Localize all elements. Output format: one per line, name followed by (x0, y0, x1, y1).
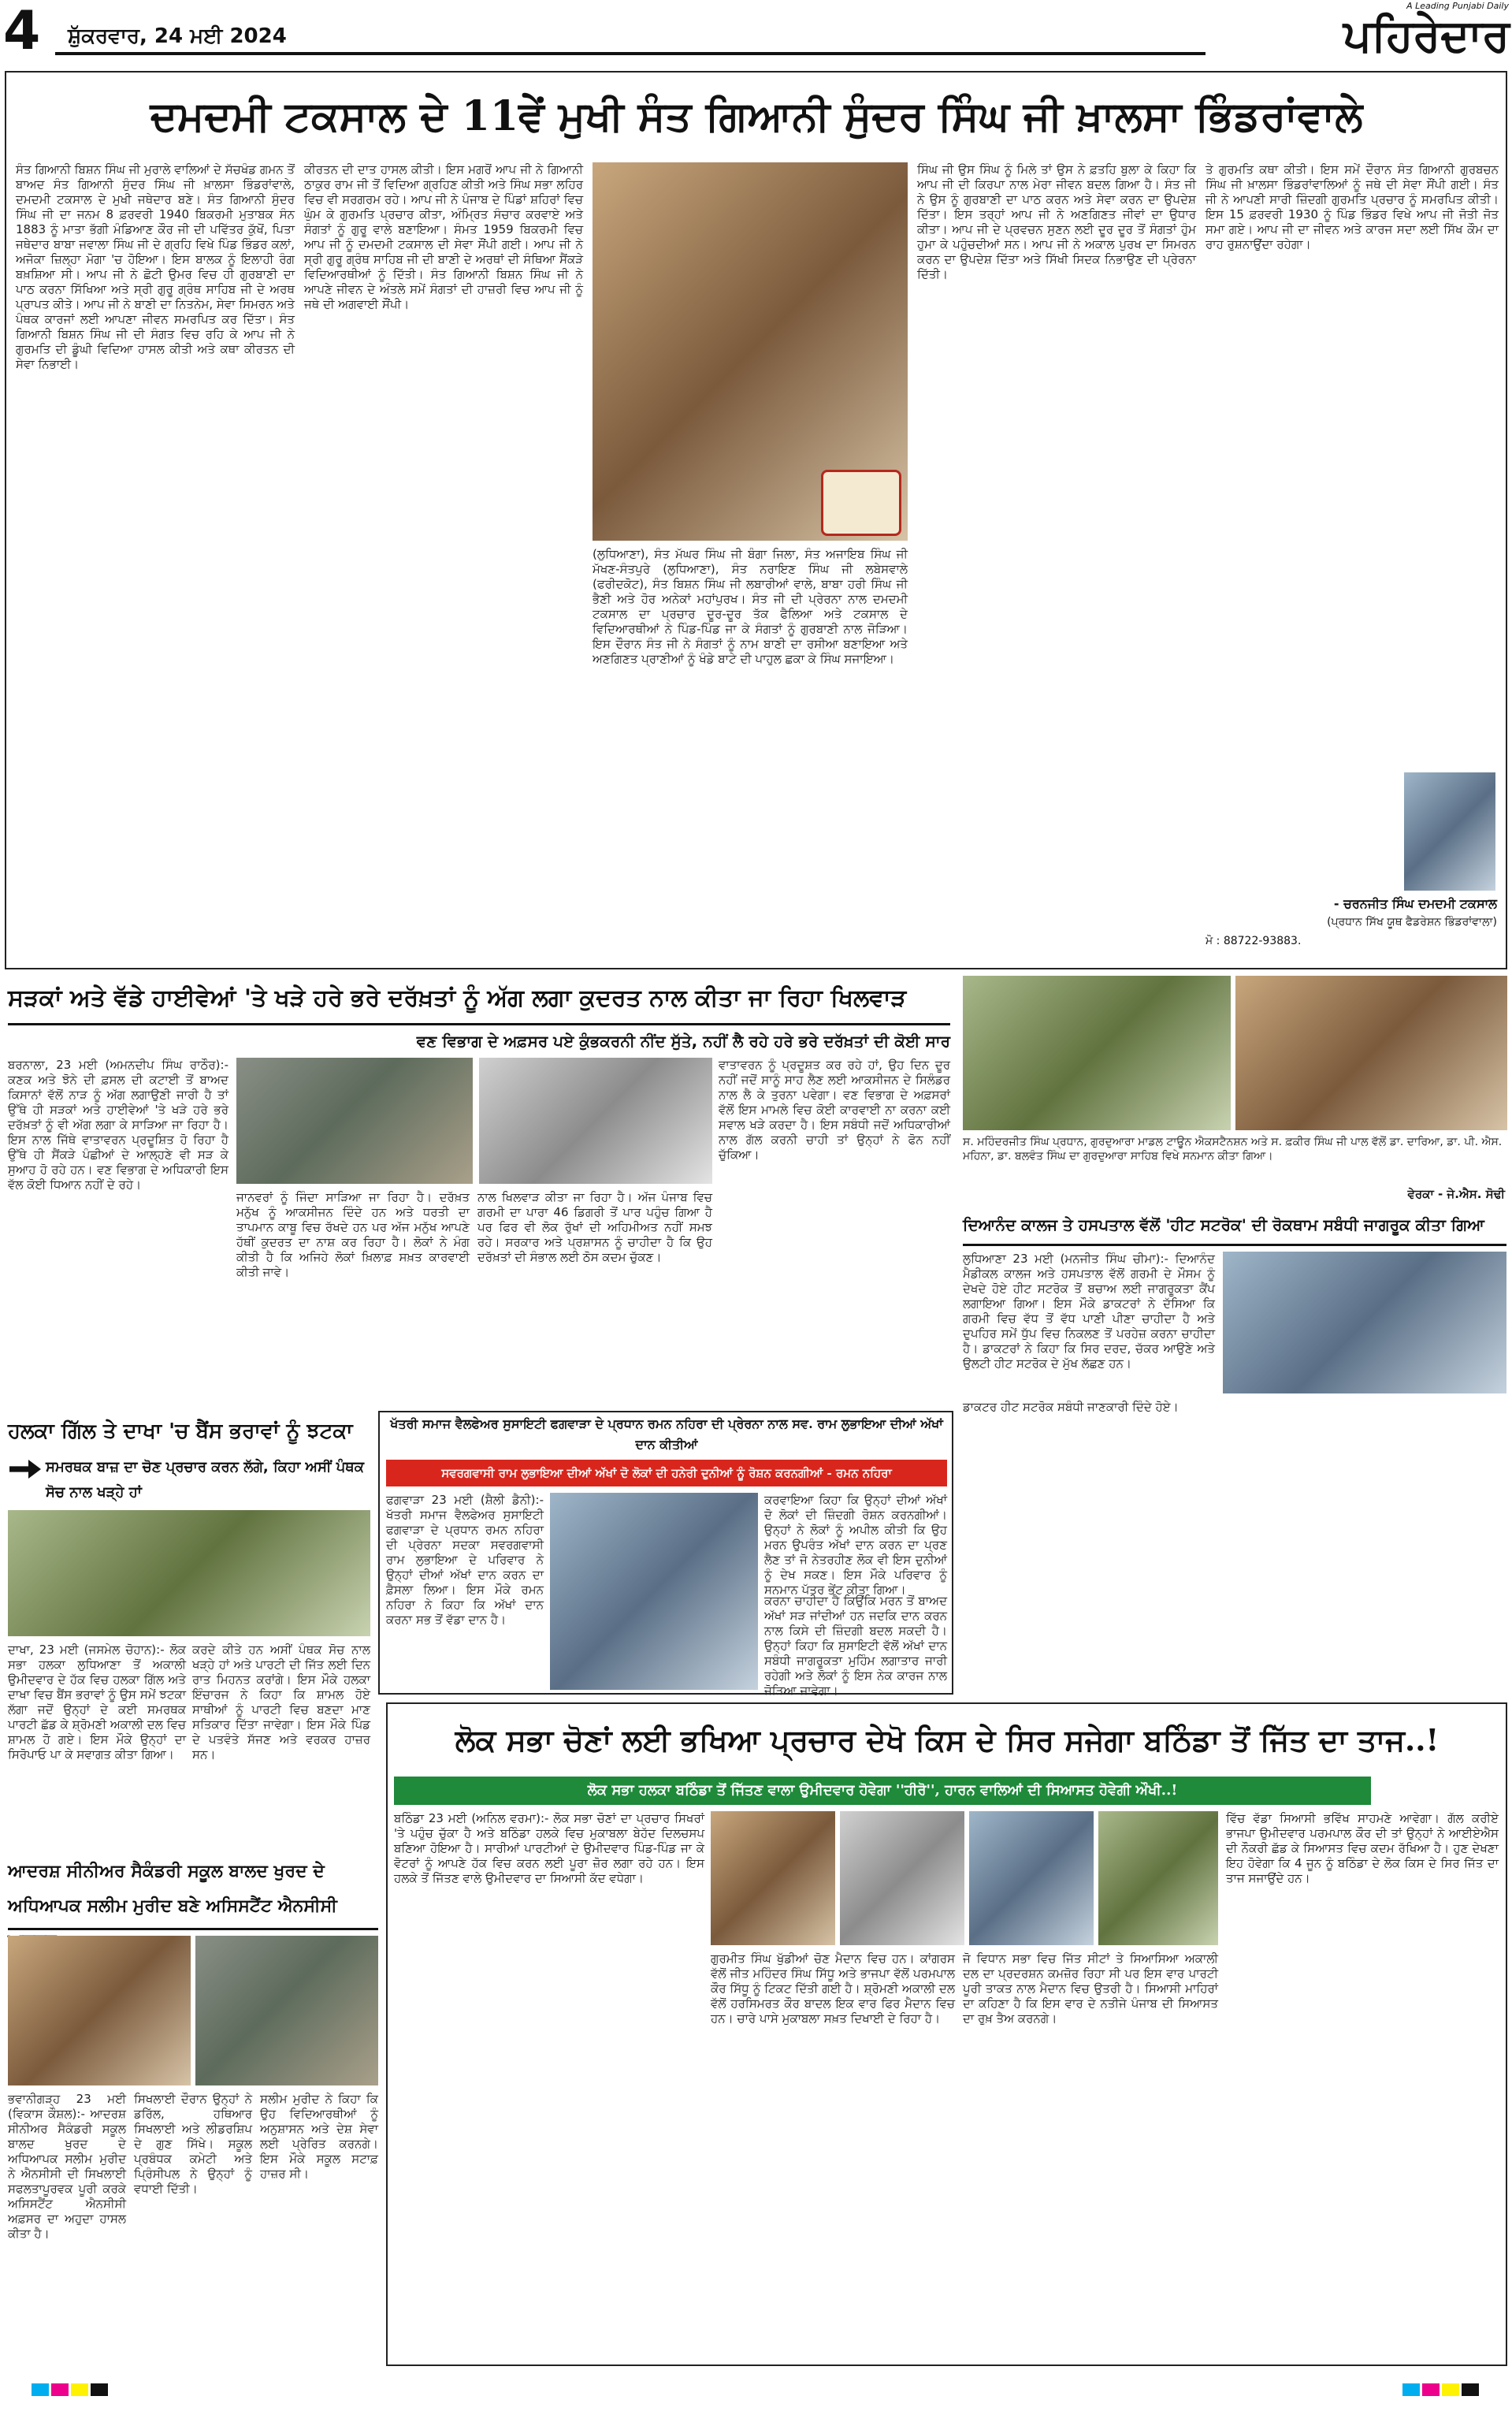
election-col-3: ਜੋ ਵਿਧਾਨ ਸਭਾ ਵਿਚ ਜਿੱਤ ਸੀਟਾਂ ਤੇ ਸਿਆਸਿਆ ਅਕਾਲੀ ਦਲ ਦਾ ਪ੍ਰਦਰਸ਼ਨ ਕਮਜ਼ੋਰ ਰਿਹਾ ਸੀ ਪਰ ਇਸ ਵਾਰ ਪਾਰਟੀ ਪੂਰੀ ਤਾਕਤ ਨਾਲ ਮੈਦਾਨ ਵਿਚ ਉਤਰੀ ਹੈ। ਸਿਆਸੀ ਮਾਹਿਰਾਂ ਦਾ ਕਹਿਣਾ ਹੈ ਕਿ ਇਸ ਵਾਰ ਦੇ ਨਤੀਜੇ ਪੰਜਾਬ ਦੀ ਸਿਆਸਤ ਦਾ ਰੁਖ਼ ਤੈਅ ਕਰਨਗੇ। (963, 1951, 1218, 2026)
honor-caption: ਸ. ਮਹਿੰਦਰਜੀਤ ਸਿੰਘ ਪ੍ਰਧਾਨ, ਗੁਰਦੁਆਰਾ ਮਾਡਲ ਟਾਊਨ ਐਕਸਟੈਨਸ਼ਨ ਅਤੇ ਸ. ਫ਼ਕੀਰ ਸਿੰਘ ਜੀ ਪਾਲ ਵੱਲੋਂ ਡਾ. ਦਾਰਿਆ, ਡਾ. ਪੀ. ਐਸ. ਮਹਿਨਾ, ਡਾ. ਬਲਵੰਤ ਸਿੰਘ ਦਾ ਗੁਰਦੁਆਰਾ ਸਾਹਿਬ ਵਿਖੇ ਸਨਮਾਨ ਕੀਤਾ ਗਿਆ। (963, 1136, 1503, 1163)
election-banner: ਲੋਕ ਸਭਾ ਹਲਕਾ ਬਠਿੰਡਾ ਤੋਂ ਜਿੱਤਣ ਵਾਲਾ ਉਮੀਦਵਾਰ ਹੋਵੇਗਾ ''ਹੀਰੋ'', ਹਾਰਨ ਵਾਲਿਆਂ ਦੀ ਸਿਆਸਤ ਹੋਵੇਗੀ ਔਖੀ..! (394, 1777, 1371, 1805)
masthead (0, 0, 1512, 65)
color-registration-strip (32, 2383, 1481, 2402)
election-headline: ਲੋਕ ਸਭਾ ਚੋਣਾਂ ਲਈ ਭਖਿਆ ਪ੍ਰਚਾਰ ਦੇਖੋ ਕਿਸ ਦੇ ਸਿਰ ਸਜੇਗਾ ਬਠਿੰਡਾ ਤੋਂ ਜਿੱਤ ਦਾ ਤਾਜ..! (455, 1722, 1440, 1758)
author-phone: ਮੋ : 88722-93883. (1206, 935, 1302, 947)
eyes-photo (550, 1493, 758, 1690)
masthead-date: ਸ਼ੁੱਕਰਵਾਰ, 24 ਮਈ 2024 (68, 24, 287, 48)
eyes-col-1: ਫਗਵਾੜਾ 23 ਮਈ (ਸ਼ੈਲੀ ਡੈਨੀ):- ਖੱਤਰੀ ਸਮਾਜ ਵੈਲਫੇਅਰ ਸੁਸਾਇਟੀ ਫਗਵਾੜਾ ਦੇ ਪ੍ਰਧਾਨ ਰਮਨ ਨਹਿਰਾ ਦੀ ਪ੍ਰੇਰਨਾ ਸਦਕਾ ਸਵਰਗਵਾਸੀ ਰਾਮ ਲੁਭਾਇਆ ਦੇ ਪਰਿਵਾਰ ਨੇ ਉਨ੍ਹਾਂ ਦੀਆਂ ਅੱਖਾਂ ਦਾਨ ਕਰਨ ਦਾ ਫ਼ੈਸਲਾ ਲਿਆ। ਇਸ ਮੌਕੇ ਰਮਨ ਨਹਿਰਾ ਨੇ ਕਿਹਾ ਕਿ ਅੱਖਾਂ ਦਾਨ ਕਰਨਾ ਸਭ ਤੋਂ ਵੱਡਾ ਦਾਨ ਹੈ। (386, 1493, 544, 1627)
election-col-1: ਬਠਿੰਡਾ 23 ਮਈ (ਅਨਿਲ ਵਰਮਾ):- ਲੋਕ ਸਭਾ ਚੋਣਾਂ ਦਾ ਪ੍ਰਚਾਰ ਸਿਖਰਾਂ 'ਤੇ ਪਹੁੰਚ ਚੁੱਕਾ ਹੈ ਅਤੇ ਬਠਿੰਡਾ ਹਲਕੇ ਵਿਚ ਮੁਕਾਬਲਾ ਬੇਹੱਦ ਦਿਲਚਸਪ ਬਣਿਆ ਹੋਇਆ ਹੈ। ਸਾਰੀਆਂ ਪਾਰਟੀਆਂ ਦੇ ਉਮੀਦਵਾਰ ਪਿੰਡ-ਪਿੰਡ ਜਾ ਕੇ ਵੋਟਰਾਂ ਨੂੰ ਆਪਣੇ ਹੱਕ ਵਿਚ ਕਰਨ ਲਈ ਪੂਰਾ ਜ਼ੋਰ ਲਗਾ ਰਹੇ ਹਨ। ਇਸ ਹਲਕੇ ਤੋਂ ਜਿੱਤਣ ਵਾਲੇ ਉਮੀਦਵਾਰ ਦਾ ਸਿਆਸੀ ਕੱਦ ਵਧੇਗਾ। (394, 1811, 704, 1885)
lead-col-2: ਕੀਰਤਨ ਦੀ ਦਾਤ ਹਾਸਲ ਕੀਤੀ। ਇਸ ਮਗਰੋਂ ਆਪ ਜੀ ਨੇ ਗਿਆਨੀ ਠਾਕੁਰ ਰਾਮ ਜੀ ਤੋਂ ਵਿਦਿਆ ਗ੍ਰਹਿਣ ਕੀਤੀ ਅਤੇ ਸਿੰਘ ਸਭਾ ਲਹਿਰ ਵਿਚ ਵੀ ਸਰਗਰਮ ਰਹੇ। ਆਪ ਜੀ ਨੇ ਪੰਜਾਬ ਦੇ ਪਿੰਡਾਂ ਸ਼ਹਿਰਾਂ ਵਿਚ ਘੁੰਮ ਕੇ ਗੁਰਮਤਿ ਪ੍ਰਚਾਰ ਕੀਤਾ, ਅੰਮ੍ਰਿਤ ਸੰਚਾਰ ਕਰਵਾਏ ਅਤੇ ਸੰਗਤਾਂ ਨੂੰ ਗੁਰੂ ਵਾਲੇ ਬਣਾਇਆ। ਸੰਮਤ 1959 ਬਿਕਰਮੀ ਵਿਚ ਆਪ ਜੀ ਨੂੰ ਦਮਦਮੀ ਟਕਸਾਲ ਦੀ ਸੇਵਾ ਸੌਂਪੀ ਗਈ। ਆਪ ਜੀ ਨੇ ਸ੍ਰੀ ਗੁਰੂ ਗ੍ਰੰਥ ਸਾਹਿਬ ਜੀ ਦੀ ਬਾਣੀ ਦੇ ਅਰਥਾਂ ਦੀ ਸੰਥਿਆ ਸੈਂਕੜੇ ਵਿਦਿਆਰਥੀਆਂ ਨੂੰ ਦਿੱਤੀ। ਸੰਤ ਗਿਆਨੀ ਬਿਸ਼ਨ ਸਿੰਘ ਜੀ ਨੇ ਆਪਣੇ ਜੀਵਨ ਦੇ ਅੰਤਲੇ ਸਮੇਂ ਸੰਗਤਾਂ ਦੀ ਹਾਜ਼ਰੀ ਵਿਚ ਆਪ ਜੀ ਨੂੰ ਜਥੇ ਦੀ ਅਗਵਾਈ ਸੌਂਪੀ। (304, 162, 583, 311)
gill-subhead-icon (9, 1460, 41, 1479)
college-body: ਲੁਧਿਆਣਾ 23 ਮਈ (ਮਨਜੀਤ ਸਿੰਘ ਚੀਮਾ):- ਦਿਆਨੰਦ ਮੈਡੀਕਲ ਕਾਲਜ ਅਤੇ ਹਸਪਤਾਲ ਵੱਲੋਂ ਗਰਮੀ ਦੇ ਮੌਸਮ ਨੂੰ ਦੇਖਦੇ ਹੋਏ ਹੀਟ ਸਟਰੋਕ ਤੋਂ ਬਚਾਅ ਲਈ ਜਾਗਰੂਕਤਾ ਕੈਂਪ ਲਗਾਇਆ ਗਿਆ। ਇਸ ਮੌਕੇ ਡਾਕਟਰਾਂ ਨੇ ਦੱਸਿਆ ਕਿ ਗਰਮੀ ਵਿਚ ਵੱਧ ਤੋਂ ਵੱਧ ਪਾਣੀ ਪੀਣਾ ਚਾਹੀਦਾ ਹੈ ਅਤੇ ਦੁਪਹਿਰ ਸਮੇਂ ਧੁੱਪ ਵਿਚ ਨਿਕਲਣ ਤੋਂ ਪਰਹੇਜ਼ ਕਰਨਾ ਚਾਹੀਦਾ ਹੈ। ਡਾਕਟਰਾਂ ਨੇ ਕਿਹਾ ਕਿ ਸਿਰ ਦਰਦ, ਚੱਕਰ ਆਉਣੇ ਅਤੇ ਉਲਟੀ ਹੀਟ ਸਟਰੋਕ ਦੇ ਮੁੱਖ ਲੱਛਣ ਹਨ। (963, 1252, 1215, 1371)
candidate-photo-4 (1098, 1811, 1218, 1945)
officer-headline: ਆਦਰਸ਼ ਸੀਨੀਅਰ ਸੈਕੰਡਰੀ ਸਕੂਲ ਬਾਲਦ ਖੁਰਦ ਦੇ ਅਧਿਆਪਕ ਸਲੀਮ ਮੁਰੀਦ ਬਣੇ ਅਸਿਸਟੈਂਟ ਐਨਸੀਸੀ (8, 1861, 337, 1916)
officer-col-3: ਸਲੀਮ ਮੁਰੀਦ ਨੇ ਕਿਹਾ ਕਿ ਉਹ ਵਿਦਿਆਰਥੀਆਂ ਨੂੰ ਅਨੁਸ਼ਾਸਨ ਅਤੇ ਦੇਸ਼ ਸੇਵਾ ਲਈ ਪ੍ਰੇਰਿਤ ਕਰਨਗੇ। ਇਸ ਮੌਕੇ ਸਕੂਲ ਸਟਾਫ਼ ਹਾਜ਼ਰ ਸੀ। (260, 2092, 378, 2181)
eyes-headline: ਖੱਤਰੀ ਸਮਾਜ ਵੈਲਫੇਅਰ ਸੁਸਾਇਟੀ ਫਗਵਾੜਾ ਦੇ ਪ੍ਰਧਾਨ ਰਮਨ ਨਹਿਰਾ ਦੀ ਪ੍ਰੇਰਨਾ ਨਾਲ ਸਵ. ਰਾਮ ਲੁਭਾਇਆ ਦੀਆਂ ਅੱਖਾਂ ਦਾਨ ਕੀਤੀਆਂ (390, 1416, 943, 1452)
lead-headline: ਦਮਦਮੀ ਟਕਸਾਲ ਦੇ 11ਵੇਂ ਮੁਖੀ ਸੰਤ ਗਿਆਨੀ ਸੁੰਦਰ ਸਿੰਘ ਜੀ ਖ਼ਾਲਸਾ ਭਿੰਡਰਾਂਵਾਲੇ (150, 92, 1363, 140)
officer-col-2: ਸਿਖਲਾਈ ਦੌਰਾਨ ਉਨ੍ਹਾਂ ਨੇ ਡਰਿੱਲ, ਹਥਿਆਰ ਸਿਖਲਾਈ ਅਤੇ ਲੀਡਰਸ਼ਿਪ ਦੇ ਗੁਣ ਸਿੱਖੇ। ਸਕੂਲ ਪ੍ਰਬੰਧਕ ਕਮੇਟੀ ਅਤੇ ਪ੍ਰਿੰਸੀਪਲ ਨੇ ਉਨ੍ਹਾਂ ਨੂੰ ਵਧਾਈ ਦਿੱਤੀ। (134, 2092, 252, 2196)
eyes-col-2: ਕਰਵਾਇਆ ਕਿਹਾ ਕਿ ਉਨ੍ਹਾਂ ਦੀਆਂ ਅੱਖਾਂ ਦੋ ਲੋਕਾਂ ਦੀ ਜ਼ਿੰਦਗੀ ਰੋਸ਼ਨ ਕਰਨਗੀਆਂ। ਉਨ੍ਹਾਂ ਨੇ ਲੋਕਾਂ ਨੂੰ ਅਪੀਲ ਕੀਤੀ ਕਿ ਉਹ ਮਰਨ ਉਪਰੰਤ ਅੱਖਾਂ ਦਾਨ ਕਰਨ ਦਾ ਪ੍ਰਣ ਲੈਣ ਤਾਂ ਜੋ ਨੇਤਰਹੀਣ ਲੋਕ ਵੀ ਇਸ ਦੁਨੀਆਂ ਨੂੰ ਦੇਖ ਸਕਣ। ਇਸ ਮੌਕੇ ਪਰਿਵਾਰ ਨੂੰ ਸਨਮਾਨ ਪੱਤਰ ਭੇਂਟ ਕੀਤਾ ਗਿਆ। (764, 1493, 947, 1597)
college-headline: ਦਿਆਨੰਦ ਕਾਲਜ ਤੇ ਹਸਪਤਾਲ ਵੱਲੋਂ 'ਹੀਟ ਸਟਰੋਕ' ਦੀ ਰੋਕਥਾਮ ਸਬੰਧੀ ਜਾਗਰੂਕ ਕੀਤਾ ਗਿਆ (963, 1215, 1484, 1234)
brand-logo: ਪਹਿਰੇਦਾਰ (1343, 9, 1510, 61)
author-name: - ਚਰਨਜੀਤ ਸਿੰਘ ਦਮਦਮੀ ਟਕਸਾਲ (1333, 896, 1497, 911)
sant-portrait (593, 162, 908, 541)
page-number: 4 (3, 0, 41, 62)
gill-photo (8, 1510, 370, 1636)
honor-photo-2 (1235, 976, 1507, 1130)
trees-subhead: ਵਣ ਵਿਭਾਗ ਦੇ ਅਫ਼ਸਰ ਪਏ ਕੁੰਭਕਰਨੀ ਨੀਂਦ ਸੁੱਤੇ, ਨਹੀਂ ਲੈ ਰਹੇ ਹਰੇ ਭਰੇ ਦਰੱਖ਼ਤਾਂ ਦੀ ਕੋਈ ਸਾਰ (416, 1032, 950, 1051)
gill-subhead: ਸਮਰਥਕ ਬਾਜ਼ ਦਾ ਚੋਣ ਪ੍ਰਚਾਰ ਕਰਨ ਲੱਗੇ, ਕਿਹਾ ਅਸੀਂ ਪੰਥਕ ਸੋਚ ਨਾਲ ਖੜ੍ਹੇ ਹਾਂ (46, 1459, 364, 1501)
officer-photo-1 (8, 1936, 191, 2085)
header-rule-left (55, 52, 1206, 55)
candidate-photo-3 (969, 1811, 1094, 1945)
trees-headline: ਸੜਕਾਂ ਅਤੇ ਵੱਡੇ ਹਾਈਵੇਆਂ 'ਤੇ ਖੜੇ ਹਰੇ ਭਰੇ ਦਰੱਖ਼ਤਾਂ ਨੂੰ ਅੱਗ ਲਗਾ ਕੁਦਰਤ ਨਾਲ ਕੀਤਾ ਜਾ ਰਿਹਾ ਖਿਲਵਾੜ (8, 984, 907, 1012)
college-photo (1223, 1252, 1506, 1393)
trees-col-3: ਨਾਲ ਖਿਲਵਾੜ ਕੀਤਾ ਜਾ ਰਿਹਾ ਹੈ। ਅੱਜ ਪੰਜਾਬ ਵਿਚ ਗਰਮੀ ਦਾ ਪਾਰਾ 46 ਡਿਗਰੀ ਤੋਂ ਪਾਰ ਪਹੁੰਚ ਗਿਆ ਹੈ ਪਰ ਫਿਰ ਵੀ ਲੋਕ ਰੁੱਖਾਂ ਦੀ ਅਹਿਮੀਅਤ ਨਹੀਂ ਸਮਝ ਰਹੇ। ਸਰਕਾਰ ਅਤੇ ਪ੍ਰਸ਼ਾਸਨ ਨੂੰ ਚਾਹੀਦਾ ਹੈ ਕਿ ਉਹ ਦਰੱਖ਼ਤਾਂ ਦੀ ਸੰਭਾਲ ਲਈ ਠੋਸ ਕਦਮ ਚੁੱਕਣ। (477, 1190, 712, 1264)
eyes-banner: ਸਵਰਗਵਾਸੀ ਰਾਮ ਲੁਭਾਇਆ ਦੀਆਂ ਅੱਖਾਂ ਦੋ ਲੋਕਾਂ ਦੀ ਹਨੇਰੀ ਦੁਨੀਆਂ ਨੂੰ ਰੋਸ਼ਨ ਕਰਨਗੀਆਂ - ਰਮਨ ਨਹਿਰਾ (386, 1460, 947, 1486)
author-photo (1404, 772, 1495, 891)
lead-col-5: ਤੇ ਗੁਰਮਤਿ ਕਥਾ ਕੀਤੀ। ਇਸ ਸਮੇਂ ਦੌਰਾਨ ਸੰਤ ਗਿਆਨੀ ਗੁਰਬਚਨ ਸਿੰਘ ਜੀ ਖ਼ਾਲਸਾ ਭਿੰਡਰਾਂਵਾਲਿਆਂ ਨੂੰ ਜਥੇ ਦੀ ਸੇਵਾ ਸੌਂਪੀ ਗਈ। ਸੰਤ ਜੀ ਨੇ ਆਪਣੀ ਸਾਰੀ ਜ਼ਿੰਦਗੀ ਗੁਰਮਤਿ ਪ੍ਰਚਾਰ ਨੂੰ ਸਮਰਪਿਤ ਕੀਤੀ। ਇਸ 15 ਫ਼ਰਵਰੀ 1930 ਨੂੰ ਪਿੰਡ ਭਿੰਡਰ ਵਿਖੇ ਆਪ ਜੀ ਜੋਤੀ ਜੋਤ ਸਮਾ ਗਏ। ਆਪ ਜੀ ਦਾ ਜੀਵਨ ਅਤੇ ਕਾਰਜ ਸਦਾ ਲਈ ਸਿੱਖ ਕੌਮ ਦਾ ਰਾਹ ਰੁਸ਼ਨਾਉਂਦਾ ਰਹੇਗਾ। (1206, 162, 1499, 251)
gill-col-1: ਦਾਖਾ, 23 ਮਈ (ਜਸਮੇਲ ਚੋਹਾਨ):- ਲੋਕ ਸਭਾ ਹਲਕਾ ਲੁਧਿਆਣਾ ਤੋਂ ਅਕਾਲੀ ਉਮੀਦਵਾਰ ਦੇ ਹੱਕ ਵਿਚ ਹਲਕਾ ਗਿੱਲ ਅਤੇ ਦਾਖਾ ਵਿਚ ਬੈਂਸ ਭਰਾਵਾਂ ਨੂੰ ਉਸ ਸਮੇਂ ਝਟਕਾ ਲੱਗਾ ਜਦੋਂ ਉਨ੍ਹਾਂ ਦੇ ਕਈ ਸਮਰਥਕ ਪਾਰਟੀ ਛੱਡ ਕੇ ਸ਼੍ਰੋਮਣੀ ਅਕਾਲੀ ਦਲ ਵਿਚ ਸ਼ਾਮਲ ਹੋ ਗਏ। ਇਸ ਮੌਕੇ ਉਨ੍ਹਾਂ ਦਾ ਸਿਰੋਪਾਓ ਪਾ ਕੇ ਸਵਾਗਤ ਕੀਤਾ ਗਿਆ। (8, 1643, 186, 1762)
officer-col-1: ਭਵਾਨੀਗੜ੍ਹ 23 ਮਈ (ਵਿਕਾਸ ਕੌਸ਼ਲ):- ਆਦਰਸ਼ ਸੀਨੀਅਰ ਸੈਕੰਡਰੀ ਸਕੂਲ ਬਾਲਦ ਖੁਰਦ ਦੇ ਅਧਿਆਪਕ ਸਲੀਮ ਮੁਰੀਦ ਨੇ ਐਨਸੀਸੀ ਦੀ ਸਿਖਲਾਈ ਸਫਲਤਾਪੂਰਵਕ ਪੂਰੀ ਕਰਕੇ ਅਸਿਸਟੈਂਟ ਐਨਸੀਸੀ ਅਫ਼ਸਰ ਦਾ ਅਹੁਦਾ ਹਾਸਲ ਕੀਤਾ ਹੈ। (8, 2092, 126, 2241)
burnt-trees-photo-2 (479, 1058, 712, 1184)
lead-col-1: ਸੰਤ ਗਿਆਨੀ ਬਿਸ਼ਨ ਸਿੰਘ ਜੀ ਮੁਰਾਲੇ ਵਾਲਿਆਂ ਦੇ ਸੱਚਖੰਡ ਗਮਨ ਤੋਂ ਬਾਅਦ ਸੰਤ ਗਿਆਨੀ ਸੁੰਦਰ ਸਿੰਘ ਜੀ ਖ਼ਾਲਸਾ ਭਿੰਡਰਾਂਵਾਲੇ, ਦਮਦਮੀ ਟਕਸਾਲ ਦੇ ਮੁਖੀ ਜਥੇਦਾਰ ਬਣੇ। ਸੰਤ ਗਿਆਨੀ ਸੁੰਦਰ ਸਿੰਘ ਜੀ ਦਾ ਜਨਮ 8 ਫ਼ਰਵਰੀ 1940 ਬਿਕਰਮੀ ਮੁਤਾਬਕ ਸੰਨ 1883 ਨੂੰ ਮਾਤਾ ਭੱਗੀ ਮੰਡਿਆਣ ਕੌਰ ਜੀ ਦੀ ਪਵਿੱਤਰ ਕੁੱਖੋਂ, ਪਿਤਾ ਜਥੇਦਾਰ ਬਾਬਾ ਜਵਾਲਾ ਸਿੰਘ ਜੀ ਦੇ ਗ੍ਰਹਿ ਵਿਖੇ ਪਿੰਡ ਭਿੰਡਰ ਕਲਾਂ, ਅਜੋਕਾ ਜ਼ਿਲ੍ਹਾ ਮੋਗਾ 'ਚ ਹੋਇਆ। ਇਸ ਬਾਲਕ ਨੂੰ ਇਲਾਹੀ ਰੰਗ ਬਖ਼ਸ਼ਿਆ ਸੀ। ਆਪ ਜੀ ਨੇ ਛੋਟੀ ਉਮਰ ਵਿਚ ਹੀ ਗੁਰਬਾਣੀ ਦਾ ਪਾਠ ਕਰਨਾ ਸਿੱਖਿਆ ਅਤੇ ਸ੍ਰੀ ਗੁਰੂ ਗ੍ਰੰਥ ਸਾਹਿਬ ਜੀ ਦੇ ਅਰਥ ਪ੍ਰਾਪਤ ਕੀਤੇ। ਆਪ ਜੀ ਨੇ ਬਾਣੀ ਦਾ ਨਿਤਨੇਮ, ਸੇਵਾ ਸਿਮਰਨ ਅਤੇ ਪੰਥਕ ਕਾਰਜਾਂ ਲਈ ਆਪਣਾ ਜੀਵਨ ਸਮਰਪਿਤ ਕਰ ਦਿੱਤਾ। ਸੰਤ ਗਿਆਨੀ ਬਿਸ਼ਨ ਸਿੰਘ ਜੀ ਦੀ ਸੰਗਤ ਵਿਚ ਰਹਿ ਕੇ ਆਪ ਜੀ ਨੇ ਗੁਰਮਤਿ ਦੀ ਡੂੰਘੀ ਵਿਦਿਆ ਹਾਸਲ ਕੀਤੀ ਅਤੇ ਕਥਾ ਕੀਰਤਨ ਦੀ ਸੇਵਾ ਨਿਭਾਈ। (16, 162, 295, 371)
portrait-emblem (821, 470, 901, 536)
candidate-photo-1 (711, 1811, 835, 1945)
trees-col-4: ਵਾਤਾਵਰਨ ਨੂੰ ਪ੍ਰਦੂਸ਼ਤ ਕਰ ਰਹੇ ਹਾਂ, ਉਹ ਦਿਨ ਦੂਰ ਨਹੀਂ ਜਦੋਂ ਸਾਨੂੰ ਸਾਹ ਲੈਣ ਲਈ ਆਕਸੀਜਨ ਦੇ ਸਿਲੰਡਰ ਨਾਲ ਲੈ ਕੇ ਤੁਰਨਾ ਪਵੇਗਾ। ਵਣ ਵਿਭਾਗ ਦੇ ਅਫ਼ਸਰਾਂ ਵੱਲੋਂ ਇਸ ਮਾਮਲੇ ਵਿਚ ਕੋਈ ਕਾਰਵਾਈ ਨਾ ਕਰਨਾ ਕਈ ਸਵਾਲ ਖੜੇ ਕਰਦਾ ਹੈ। ਇਸ ਸਬੰਧੀ ਜਦੋਂ ਅਧਿਕਾਰੀਆਂ ਨਾਲ ਗੱਲ ਕਰਨੀ ਚਾਹੀ ਤਾਂ ਉਨ੍ਹਾਂ ਨੇ ਫੋਨ ਨਹੀਂ ਚੁੱਕਿਆ। (719, 1058, 950, 1162)
election-col-2: ਗੁਰਮੀਤ ਸਿੰਘ ਖੁੱਡੀਆਂ ਚੋਣ ਮੈਦਾਨ ਵਿਚ ਹਨ। ਕਾਂਗਰਸ ਵੱਲੋਂ ਜੀਤ ਮਹਿੰਦਰ ਸਿੰਘ ਸਿੱਧੂ ਅਤੇ ਭਾਜਪਾ ਵੱਲੋਂ ਪਰਮਪਾਲ ਕੌਰ ਸਿੱਧੂ ਨੂੰ ਟਿਕਟ ਦਿੱਤੀ ਗਈ ਹੈ। ਸ਼੍ਰੋਮਣੀ ਅਕਾਲੀ ਦਲ ਵੱਲੋਂ ਹਰਸਿਮਰਤ ਕੌਰ ਬਾਦਲ ਇਕ ਵਾਰ ਫਿਰ ਮੈਦਾਨ ਵਿਚ ਹਨ। ਚਾਰੇ ਪਾਸੇ ਮੁਕਾਬਲਾ ਸਖ਼ਤ ਦਿਖਾਈ ਦੇ ਰਿਹਾ ਹੈ। (711, 1951, 955, 2026)
trees-col-1: ਬਰਨਾਲਾ, 23 ਮਈ (ਅਮਨਦੀਪ ਸਿੰਘ ਰਾਠੌਰ):- ਕਣਕ ਅਤੇ ਝੋਨੇ ਦੀ ਫ਼ਸਲ ਦੀ ਕਟਾਈ ਤੋਂ ਬਾਅਦ ਕਿਸਾਨਾਂ ਵੱਲੋਂ ਨਾੜ ਨੂੰ ਅੱਗ ਲਗਾਉਣੀ ਜਾਰੀ ਹੈ ਤਾਂ ਉੱਥੇ ਹੀ ਸੜਕਾਂ ਅਤੇ ਹਾਈਵੇਆਂ 'ਤੇ ਖੜੇ ਹਰੇ ਭਰੇ ਦਰੱਖ਼ਤਾਂ ਨੂੰ ਵੀ ਅੱਗ ਲਗਾ ਕੇ ਸਾੜਿਆ ਜਾ ਰਿਹਾ ਹੈ। ਇਸ ਨਾਲ ਜਿੱਥੇ ਵਾਤਾਵਰਨ ਪ੍ਰਦੂਸ਼ਿਤ ਹੋ ਰਿਹਾ ਹੈ ਉੱਥੇ ਹੀ ਸੈਂਕੜੇ ਪੰਛੀਆਂ ਦੇ ਆਲ੍ਹਣੇ ਵੀ ਸੜ ਕੇ ਸੁਆਹ ਹੋ ਰਹੇ ਹਨ। ਵਣ ਵਿਭਾਗ ਦੇ ਅਧਿਕਾਰੀ ਇਸ ਵੱਲ ਕੋਈ ਧਿਆਨ ਨਹੀਂ ਦੇ ਰਹੇ। (8, 1058, 228, 1192)
honor-photo-1 (963, 976, 1231, 1130)
officer-photo-2 (195, 1936, 378, 2085)
election-col-4: ਵਿੱਚ ਵੱਡਾ ਸਿਆਸੀ ਭਵਿੱਖ ਸਾਹਮਣੇ ਆਵੇਗਾ। ਗੱਲ ਕਰੀਏ ਭਾਜਪਾ ਉਮੀਦਵਾਰ ਪਰਮਪਾਲ ਕੌਰ ਦੀ ਤਾਂ ਉਨ੍ਹਾਂ ਨੇ ਆਈਏਐਸ ਦੀ ਨੌਕਰੀ ਛੱਡ ਕੇ ਸਿਆਸਤ ਵਿਚ ਕਦਮ ਰੱਖਿਆ ਹੈ। ਹੁਣ ਦੇਖਣਾ ਇਹ ਹੋਵੇਗਾ ਕਿ 4 ਜੂਨ ਨੂੰ ਬਠਿੰਡਾ ਦੇ ਲੋਕ ਕਿਸ ਦੇ ਸਿਰ ਜਿੱਤ ਦਾ ਤਾਜ ਸਜਾਉਂਦੇ ਹਨ। (1226, 1811, 1499, 1885)
color-registration-strip-right (1402, 2383, 1489, 2402)
college-caption: ਡਾਕਟਰ ਹੀਟ ਸਟਰੋਕ ਸਬੰਧੀ ਜਾਣਕਾਰੀ ਦਿੰਦੇ ਹੋਏ। (963, 1400, 1179, 1414)
college-rule (963, 1244, 1506, 1246)
lead-col-4: ਸਿੰਘ ਜੀ ਉਸ ਸਿੰਘ ਨੂੰ ਮਿਲੇ ਤਾਂ ਉਸ ਨੇ ਫ਼ਤਹਿ ਬੁਲਾ ਕੇ ਕਿਹਾ ਕਿ ਆਪ ਜੀ ਦੀ ਕਿਰਪਾ ਨਾਲ ਮੇਰਾ ਜੀਵਨ ਬਦਲ ਗਿਆ ਹੈ। ਸੰਤ ਜੀ ਨੇ ਉਸ ਨੂੰ ਗੁਰਬਾਣੀ ਦਾ ਪਾਠ ਕਰਨ ਅਤੇ ਸੇਵਾ ਕਰਨ ਦਾ ਉਪਦੇਸ਼ ਦਿੱਤਾ। ਇਸ ਤਰ੍ਹਾਂ ਆਪ ਜੀ ਨੇ ਅਣਗਿਣਤ ਜੀਵਾਂ ਦਾ ਉਧਾਰ ਕੀਤਾ। ਆਪ ਜੀ ਦੇ ਪ੍ਰਵਚਨ ਸੁਣਨ ਲਈ ਦੂਰ ਦੂਰ ਤੋਂ ਸੰਗਤਾਂ ਹੁੰਮ ਹੁਮਾ ਕੇ ਪਹੁੰਚਦੀਆਂ ਸਨ। ਆਪ ਜੀ ਨੇ ਅਕਾਲ ਪੁਰਖ ਦਾ ਸਿਮਰਨ ਕਰਨ ਦਾ ਉਪਦੇਸ਼ ਦਿੱਤਾ ਅਤੇ ਸਿੱਖੀ ਸਿਦਕ ਨਿਭਾਉਣ ਦੀ ਪ੍ਰੇਰਨਾ ਦਿੱਤੀ। (917, 162, 1196, 281)
gill-headline: ਹਲਕਾ ਗਿੱਲ ਤੇ ਦਾਖਾ 'ਚ ਬੈਂਸ ਭਰਾਵਾਂ ਨੂੰ ਝਟਕਾ (8, 1419, 353, 1443)
eyes-col-3: ਕਰਨਾ ਚਾਹੀਦਾ ਹੈ ਕਿਉਂਕਿ ਮਰਨ ਤੋਂ ਬਾਅਦ ਅੱਖਾਂ ਸੜ ਜਾਂਦੀਆਂ ਹਨ ਜਦਕਿ ਦਾਨ ਕਰਨ ਨਾਲ ਕਿਸੇ ਦੀ ਜ਼ਿੰਦਗੀ ਬਦਲ ਸਕਦੀ ਹੈ। ਉਨ੍ਹਾਂ ਕਿਹਾ ਕਿ ਸੁਸਾਇਟੀ ਵੱਲੋਂ ਅੱਖਾਂ ਦਾਨ ਸਬੰਧੀ ਜਾਗਰੂਕਤਾ ਮੁਹਿੰਮ ਲਗਾਤਾਰ ਜਾਰੀ ਰਹੇਗੀ ਅਤੇ ਲੋਕਾਂ ਨੂੰ ਇਸ ਨੇਕ ਕਾਰਜ ਨਾਲ ਜੋੜਿਆ ਜਾਵੇਗਾ। (764, 1594, 947, 1698)
author-role: (ਪ੍ਰਧਾਨ ਸਿੱਖ ਯੂਥ ਫੈਡਰੇਸ਼ਨ ਭਿੰਡਰਾਂਵਾਲਾ) (1327, 916, 1497, 928)
honor-credit: ਵੇਰਕਾ - ਜੇ.ਐਸ. ਸੋਢੀ (1407, 1187, 1505, 1201)
gill-col-2: ਕਰਦੇ ਕੀਤੇ ਹਨ ਅਸੀਂ ਪੰਥਕ ਸੋਚ ਨਾਲ ਖੜ੍ਹੇ ਹਾਂ ਅਤੇ ਪਾਰਟੀ ਦੀ ਜਿੱਤ ਲਈ ਦਿਨ ਰਾਤ ਮਿਹਨਤ ਕਰਾਂਗੇ। ਇਸ ਮੌਕੇ ਹਲਕਾ ਇੰਚਾਰਜ ਨੇ ਕਿਹਾ ਕਿ ਸ਼ਾਮਲ ਹੋਏ ਸਾਥੀਆਂ ਨੂੰ ਪਾਰਟੀ ਵਿਚ ਬਣਦਾ ਮਾਣ ਸਤਿਕਾਰ ਦਿੱਤਾ ਜਾਵੇਗਾ। ਇਸ ਮੌਕੇ ਪਿੰਡ ਦੇ ਪਤਵੰਤੇ ਸੱਜਣ ਅਤੇ ਵਰਕਰ ਹਾਜ਼ਰ ਸਨ। (192, 1643, 370, 1762)
officer-rule (8, 1928, 378, 1930)
candidate-photo-2 (840, 1811, 964, 1945)
trees-col-2: ਜਾਨਵਰਾਂ ਨੂੰ ਜਿੰਦਾ ਸਾੜਿਆ ਜਾ ਰਿਹਾ ਹੈ। ਦਰੱਖ਼ਤ ਮਨੁੱਖ ਨੂੰ ਆਕਸੀਜਨ ਦਿੰਦੇ ਹਨ ਅਤੇ ਧਰਤੀ ਦਾ ਤਾਪਮਾਨ ਕਾਬੂ ਵਿਚ ਰੱਖਦੇ ਹਨ ਪਰ ਅੱਜ ਮਨੁੱਖ ਆਪਣੇ ਹੱਥੀਂ ਕੁਦਰਤ ਦਾ ਨਾਸ਼ ਕਰ ਰਿਹਾ ਹੈ। ਲੋਕਾਂ ਨੇ ਮੰਗ ਕੀਤੀ ਹੈ ਕਿ ਅਜਿਹੇ ਲੋਕਾਂ ਖ਼ਿਲਾਫ਼ ਸਖ਼ਤ ਕਾਰਵਾਈ ਕੀਤੀ ਜਾਵੇ। (236, 1190, 470, 1279)
brand-tagline: A Leading Punjabi Daily (1406, 1, 1509, 11)
lead-col-3: (ਲੁਧਿਆਣਾ), ਸੰਤ ਮੱਘਰ ਸਿੰਘ ਜੀ ਬੰਗਾ ਜਿਲਾ, ਸੰਤ ਅਜਾਇਬ ਸਿੰਘ ਜੀ ਮੱਖਣ-ਸੰਤਪੁਰੇ (ਲੁਧਿਆਣਾ), ਸੰਤ ਨਰਾਇਣ ਸਿੰਘ ਜੀ ਲਬੇਸਵਾਲੇ (ਫਰੀਦਕੋਟ), ਸੰਤ ਬਿਸ਼ਨ ਸਿੰਘ ਜੀ ਲਬਾਰੀਆਂ ਵਾਲੇ, ਬਾਬਾ ਹਰੀ ਸਿੰਘ ਜੀ ਭੈਣੀ ਅਤੇ ਹੋਰ ਅਨੇਕਾਂ ਮਹਾਂਪੁਰਖ। ਸੰਤ ਜੀ ਦੀ ਪ੍ਰੇਰਨਾ ਨਾਲ ਦਮਦਮੀ ਟਕਸਾਲ ਦਾ ਪ੍ਰਚਾਰ ਦੂਰ-ਦੂਰ ਤੱਕ ਫੈਲਿਆ ਅਤੇ ਟਕਸਾਲ ਦੇ ਵਿਦਿਆਰਥੀਆਂ ਨੇ ਪਿੰਡ-ਪਿੰਡ ਜਾ ਕੇ ਸੰਗਤਾਂ ਨੂੰ ਗੁਰਬਾਣੀ ਨਾਲ ਜੋੜਿਆ। ਇਸ ਦੌਰਾਨ ਸੰਤ ਜੀ ਨੇ ਸੰਗਤਾਂ ਨੂੰ ਨਾਮ ਬਾਣੀ ਦਾ ਰਸੀਆ ਬਣਾਇਆ ਅਤੇ ਅਣਗਿਣਤ ਪ੍ਰਾਣੀਆਂ ਨੂੰ ਖੰਡੇ ਬਾਟੇ ਦੀ ਪਾਹੁਲ ਛਕਾ ਕੇ ਸਿੰਘ ਸਜਾਇਆ। (593, 547, 908, 666)
trees-rule (8, 1023, 950, 1025)
burnt-trees-photo-1 (236, 1058, 473, 1184)
